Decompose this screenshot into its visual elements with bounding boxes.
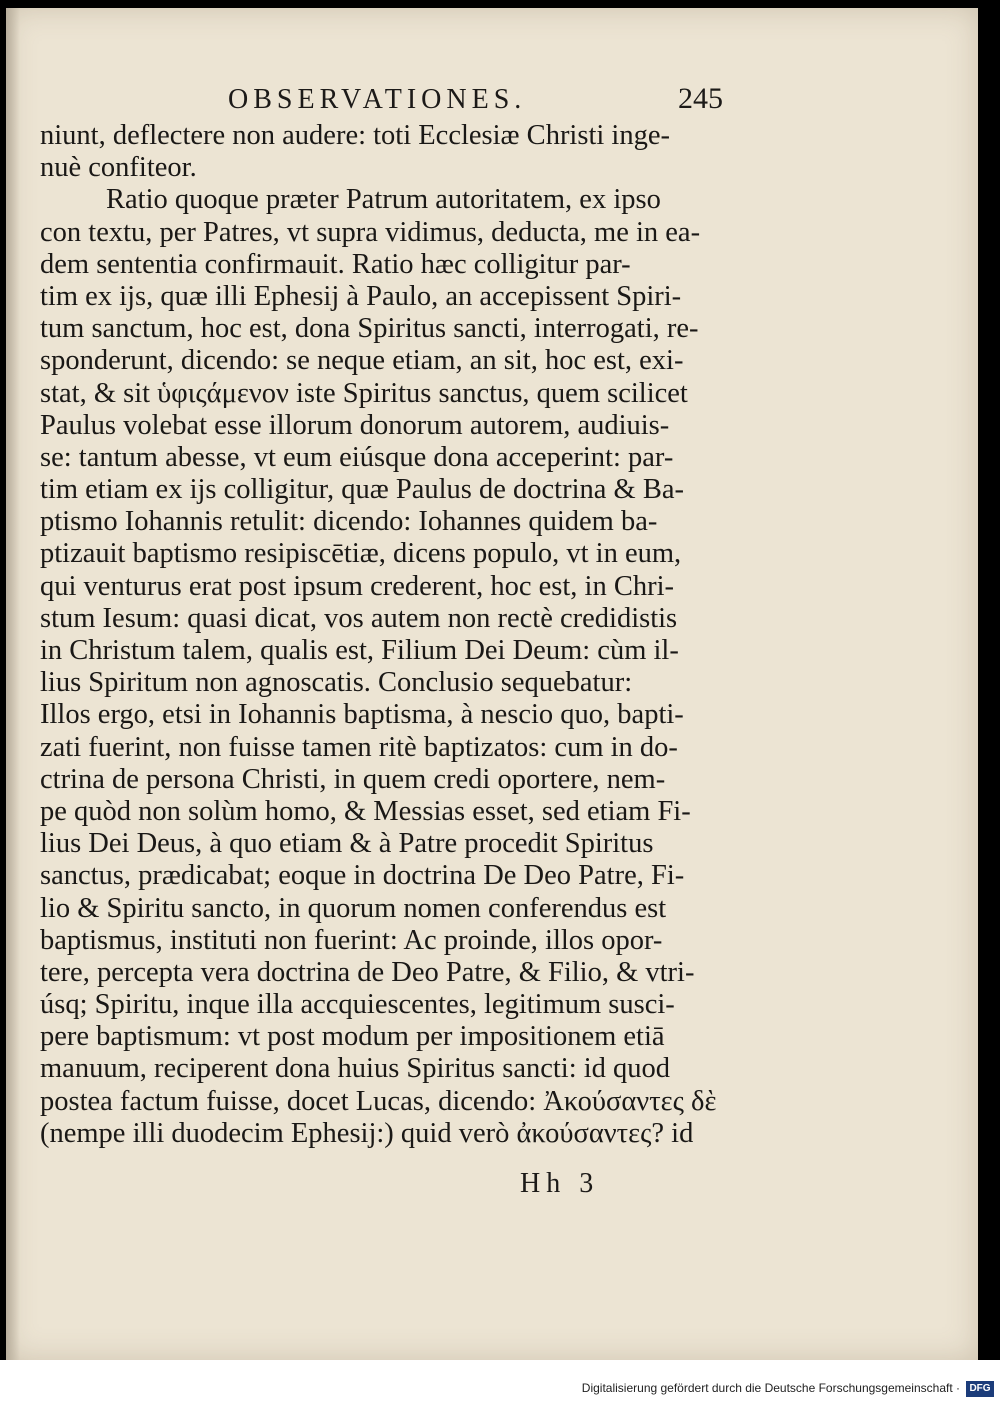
text-line: in Christum talem, qualis est, Filium Dei Deum: cùm il- bbox=[40, 635, 679, 666]
text-line: pere baptismum: vt post modum per impositionem etiā bbox=[40, 1021, 665, 1053]
text-line: ptizauit baptismo resipiscētiæ, dicens populo, vt in eum, bbox=[40, 538, 682, 570]
text-line: postea factum fuisse, docet Lucas, dicendo: Ἀκούσαντες δὲ bbox=[40, 1085, 717, 1117]
dfg-logo: DFG bbox=[966, 1381, 994, 1397]
text-line: ctrina de persona Christi, in quem credi oportere, nem- bbox=[40, 763, 666, 795]
text-line: tim ex ijs, quæ illi Ephesij à Paulo, an accepissent Spiri- bbox=[40, 280, 682, 312]
running-head: OBSERVATIONES. bbox=[228, 84, 527, 115]
text-line: se: tantum abesse, vt eum eiúsque dona acceperint: par- bbox=[40, 441, 674, 473]
text-line: Paulus volebat esse illorum donorum autorem, audiuis- bbox=[40, 409, 670, 441]
text-line: tum sanctum, hoc est, dona Spiritus sancti, interrogati, re- bbox=[40, 313, 699, 345]
text-line: zati fuerint, non fuisse tamen ritè baptizatos: cum in do- bbox=[40, 731, 678, 763]
text-line: con textu, per Patres, vt supra vidimus, deducta, me in ea- bbox=[40, 216, 701, 248]
text-line: manuum, reciperent dona huius Spiritus sancti: id quod bbox=[40, 1053, 671, 1085]
text-line: niunt, deflectere non audere: toti Ecclesiæ Christi inge- bbox=[40, 120, 670, 151]
book-page bbox=[6, 8, 978, 1360]
funding-credit: Digitalisierung gefördert durch die Deutsche Forschungsgemeinschaft · bbox=[581, 1381, 960, 1395]
text-line: nuè confiteor. bbox=[40, 152, 197, 184]
footer-bar bbox=[0, 1360, 1000, 1405]
text-line: lius Spiritum non agnoscatis. Conclusio sequebatur: bbox=[40, 667, 633, 699]
text-line: baptismus, instituti non fuerint: Ac proinde, illos opor- bbox=[40, 924, 663, 956]
text-line: dem sententia confirmauit. Ratio hæc colligitur par- bbox=[40, 248, 631, 280]
text-line: lio & Spiritu sancto, in quorum nomen conferendus est bbox=[40, 892, 667, 924]
text-line: sanctus, prædicabat; eoque in doctrina De Deo Patre, Fi- bbox=[40, 860, 685, 892]
gutter-shadow bbox=[6, 8, 20, 1360]
text-line: sponderunt, dicendo: se neque etiam, an sit, hoc est, exi- bbox=[40, 345, 684, 377]
text-line: úsq; Spiritu, inque illa accquiescentes, legitimum susci- bbox=[40, 989, 675, 1021]
text-line: tere, percepta vera doctrina de Deo Patre, & Filio, & vtri- bbox=[40, 956, 695, 988]
text-line: pe quòd non solùm homo, & Messias esset, sed etiam Fi- bbox=[40, 795, 691, 827]
signature-mark: Hh 3 bbox=[520, 1168, 600, 1199]
page-number: 245 bbox=[678, 82, 723, 115]
text-line: ptismo Iohannis retulit: dicendo: Iohannes quidem ba- bbox=[40, 506, 658, 538]
text-line: stum Iesum: quasi dicat, vos autem non rectè credidistis bbox=[40, 602, 678, 634]
text-line: stat, & sit ὑφιςάμενον iste Spiritus sanctus, quem scilicet bbox=[40, 377, 688, 409]
text-line: Illos ergo, etsi in Iohannis baptisma, à nescio quo, bapti- bbox=[40, 699, 684, 731]
text-line: Ratio quoque præter Patrum autoritatem, ex ipso bbox=[106, 184, 661, 216]
text-line: lius Dei Deus, à quo etiam & à Patre procedit Spiritus bbox=[40, 828, 654, 860]
text-line: (nempe illi duodecim Ephesij:) quid verò ἀκούσαντες? id bbox=[40, 1117, 694, 1149]
text-line: tim etiam ex ijs colligitur, quæ Paulus de doctrina & Ba- bbox=[40, 474, 684, 506]
body-text bbox=[40, 120, 730, 1150]
text-line: qui venturus erat post ipsum crederent, hoc est, in Chri- bbox=[40, 570, 674, 602]
